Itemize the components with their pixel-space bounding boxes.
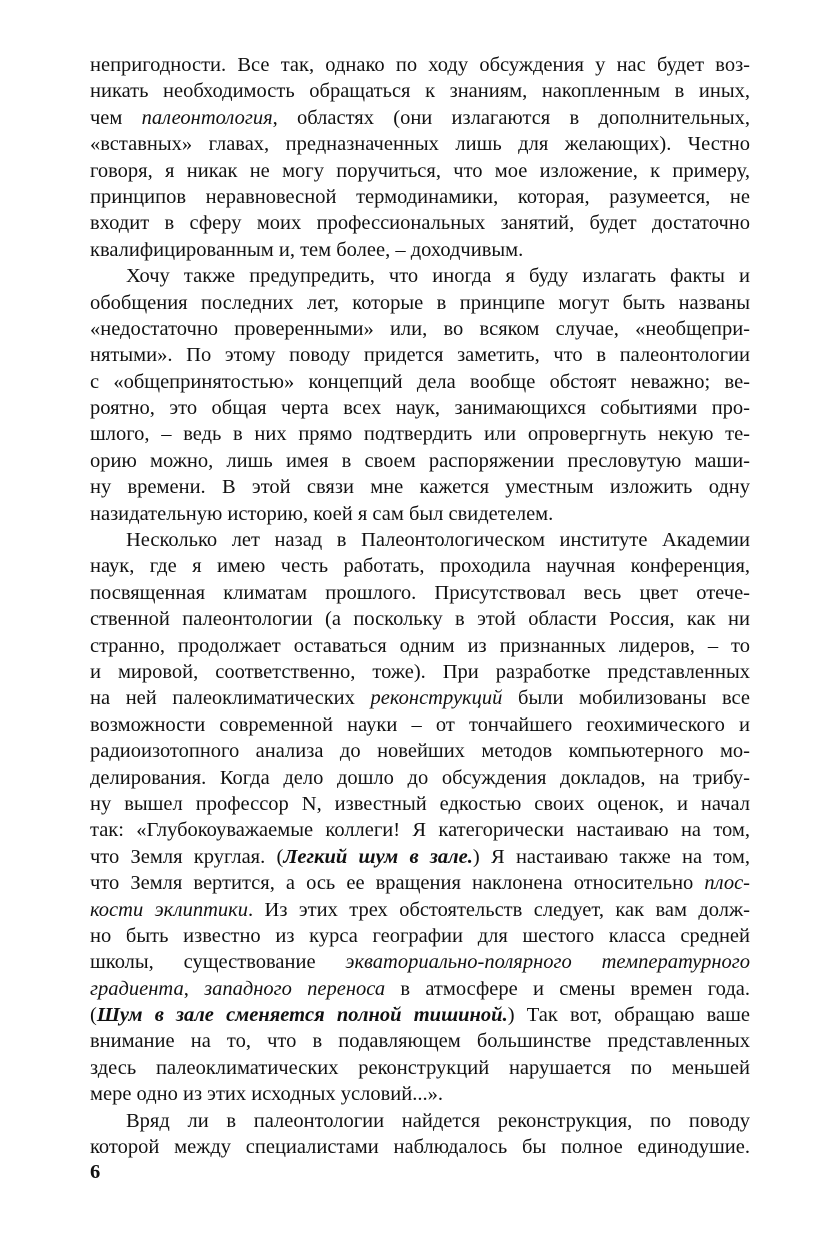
text-line: но быть известно из курса географии для шестого класса средней [90,924,750,947]
text-line: нятыми». По этому поводу придется заметить, что в палеонтологии [90,344,750,367]
italic-term: кости эклиптики [90,898,248,921]
text-line: орию можно, лишь имея в своем распоряжении пресловутую маши- [90,449,750,472]
text-line: так: «Глубокоуважаемые коллеги! Я категорически настаиваю на том, [90,819,750,842]
italic-term: плос- [704,872,750,895]
text-line: никать необходимость обращаться к знаниям, накопленным в иных, [90,80,750,103]
text-line: квалифицированным и, тем более, – доходчивым. [90,238,524,261]
text-line: «вставных» главах, предназначенных лишь для желающих). Честно [90,133,750,156]
page-body [90,52,750,1160]
text-line: входит в сферу моих профессиональных занятий, будет достаточно [90,212,750,235]
text-line: радиоизотопного анализа до новейших методов компьютерного мо- [90,740,750,763]
text-line: посвященная климатам прошлого. Присутствовал весь цвет отече- [90,581,750,604]
text-line: здесь палеоклиматических реконструкций нарушается по меньшей [90,1056,750,1079]
text-line: кости эклиптики. Из этих трех обстоятельств следует, как вам долж- [90,898,750,921]
text-line: которой между специалистами наблюдалось бы полное единодушие. [90,1136,750,1159]
paragraph-4 [90,1108,750,1161]
text-line: непригодности. Все так, однако по ходу обсуждения у нас будет воз- [90,54,750,76]
text-line: внимание на то, что в подавляющем большинстве представленных [90,1030,750,1053]
text-line: Несколько лет назад в Палеонтологическом институте Академии [126,529,750,552]
text-line: возможности современной науки – от тончайшего геохимического и [90,713,750,736]
text-line: чем палеонтология, областях (они излагаются в дополнительных, [90,106,750,129]
text-line: градиента, западного переноса в атмосфере и смены времен года. [90,977,750,1000]
text-line: школы, существование экваториально-полярного температурного [90,951,750,974]
italic-term: градиента [90,977,184,1000]
text-line: с «общепринятостью» концепций дела вообще обстоят неважно; ве- [90,370,750,393]
text-line: «недостаточно проверенными» или, во всяком случае, «необщепри- [90,317,750,340]
text-line: что Земля круглая. (Легкий шум в зале.) Я настаиваю также на том, [90,845,751,868]
text-line: обобщения последних лет, которые в принципе могут быть названы [90,291,750,314]
page-number: 6 [90,1161,101,1183]
text-line: ственной палеонтологии (а поскольку в этой области Россия, как ни [90,608,750,631]
text-line: ну времени. В этой связи мне кажется уместным изложить одну [90,476,750,499]
text-line: ну вышел профессор N, известный едкостью своих оценок, и начал [90,792,750,815]
text-line: мере одно из этих исходных условий...». [90,1083,443,1106]
text-line: делирования. Когда дело дошло до обсуждения докладов, на трибу- [90,766,750,789]
paragraph-1 [90,52,750,263]
text-line: и мировой, соответственно, тоже). При разработке представленных [90,660,750,683]
paragraph-3 [90,527,750,1108]
text-line: Хочу также предупредить, что иногда я буду излагать факты и [126,265,750,288]
italic-term: экваториально-полярного температурного [345,951,750,974]
italic-term: западного переноса [204,977,386,1000]
stage-direction: Шум в зале сменяется полной тишиной. [96,1004,508,1027]
text-line: говоря, я никак не могу поручиться, что мое изложение, к примеру, [90,159,750,182]
italic-term: реконструкций [370,687,503,710]
paragraph-2 [90,263,750,527]
stage-direction: Легкий шум в зале. [283,845,473,868]
text-line: Вряд ли в палеонтологии найдется реконструкция, по поводу [126,1109,750,1132]
text-line: шлого, – ведь в них прямо подтвердить или опровергнуть некую те- [90,423,750,446]
text-line: (Шум в зале сменяется полной тишиной.) Так вот, обращаю ваше [90,1004,750,1027]
text-line: странно, продолжает оставаться одним из признанных лидеров, – то [90,634,750,657]
text-line: роятно, это общая черта всех наук, занимающихся событиями про- [90,397,750,420]
text-line: назидательную историю, коей я сам был свидетелем. [90,502,554,525]
text-line: что Земля вертится, а ось ее вращения наклонена относительно плос- [90,872,750,895]
text-line: наук, где я имею честь работать, проходила научная конференция, [90,555,750,578]
italic-term: палеонтология [141,106,273,129]
text-line: принципов неравновесной термодинамики, которая, разумеется, не [90,185,750,208]
text-line: на ней палеоклиматических реконструкций были мобилизованы все [90,687,750,710]
